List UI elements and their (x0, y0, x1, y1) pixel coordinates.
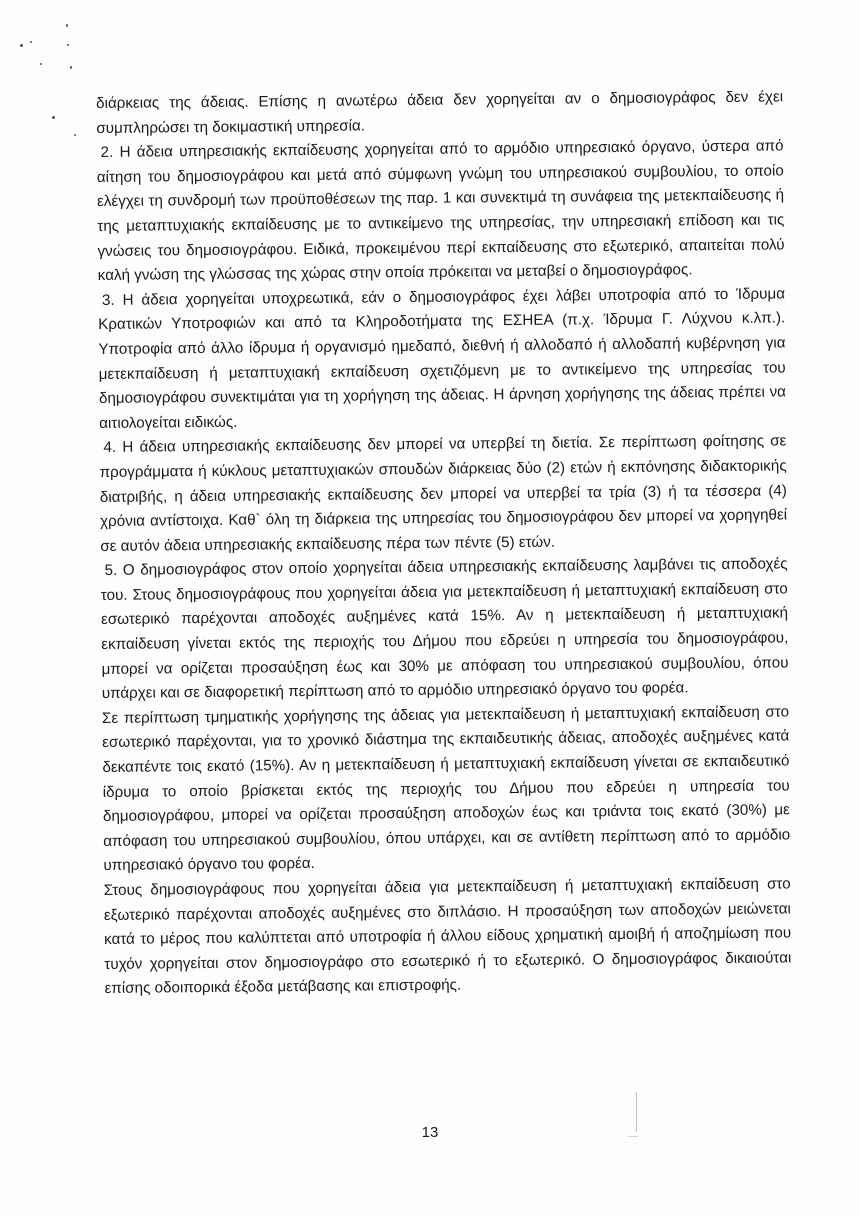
scan-speck (74, 134, 76, 136)
paragraph-continuation: διάρκειας της άδειας. Επίσης η ανωτέρω άδεια δεν χορηγείται αν ο δημοσιογράφος δεν έχει συμπληρώσει τη δοκιμαστική υπηρεσία. (96, 88, 784, 137)
page-number: 13 (421, 1124, 439, 1141)
paragraph-5: 5. Ο δημοσιογράφος στον οποίο χορηγείται άδεια υπηρεσιακής εκπαίδευσης λαμβάνει τις αποδοχές του. Στους δημοσιογράφους που χορηγείται άδεια για μετεκπαίδευση ή μεταπτυχιακή εκπαίδευση στο εσωτερικό παρέχονται αποδοχές αυξημένες κατά 15%. Αν η μετεκπαίδευση ή μεταπτυχιακή εκπαίδευση γίνεται εκτός της περιοχής του Δήμου που εδρεύει η υπηρεσία του δημοσιογράφου, μπορεί να ορίζεται προσαύξηση έως και 30% με απόφαση του υπηρεσιακού συμβουλίου, όπου υπάρχει και σε διαφορετική περίπτωση από το αρμόδιο υπηρεσιακό όργανο του φορέα. (100, 555, 789, 703)
scan-speck (66, 24, 68, 27)
paragraph-5-sub-2: Στους δημοσιογράφους που χορηγείται άδεια για μετεκπαίδευση ή μεταπτυχιακή εκπαίδευση στο εξωτερικό παρέχονται αποδοχές αυξημένες στο διπλάσιο. Η προσαύξηση των αποδοχών μειώνεται κατά το μέρος που καλύπτεται από υποτροφία ή άλλου είδους χρηματική αμοιβή ή αποζημίωση που τυχόν χορηγείται στον δημοσιογράφο στο εσωτερικό ή το εξωτερικό. Ο δημοσιογράφος δικαιούται επίσης οδοιπορικά έξοδα μετάβασης και επιστροφής. (103, 875, 792, 998)
scan-speck (70, 66, 72, 69)
paragraph-2: 2. Η άδεια υπηρεσιακής εκπαίδευσης χορηγείται από το αρμόδιο υπηρεσιακό όργανο, ύστερα από αίτηση του δημοσιογράφου και μετά από σύμφωνη γνώμη του υπηρεσιακού συμβουλίου, το οποίο ελέγχει τη συνδρομή των προϋποθέσεων της παρ. 1 και συνεκτιμά τη συνάφεια της μετεκπαίδευσης ή της μεταπτυχιακής εκπαίδευσης με το αντικείμενο της υπηρεσίας, την υπηρεσιακή επίδοση και τις γνώσεις του δημοσιογράφου. Ειδικά, προκειμένου περί εκπαίδευσης στο εξωτερικό, απαιτείται πολύ καλή γνώση της γλώσσας της χώρας στην οποία πρόκειται να μεταβεί ο δημοσιογράφος. (96, 137, 785, 285)
document-body (96, 85, 792, 1002)
scan-speck (67, 44, 69, 46)
scan-speck (30, 41, 32, 43)
paragraph-4: 4. Η άδεια υπηρεσιακής εκπαίδευσης δεν μπορεί να υπερβεί τη διετία. Σε περίπτωση φοίτησης σε προγράμματα ή κύκλους μεταπτυχιακών σπουδών διάρκειας δύο (2) ετών ή εκπόνησης διδακτορικής διατριβής, η άδεια υπηρεσιακής εκπαίδευσης δεν μπορεί να υπερβεί τα τρία (3) ή τα τέσσερα (4) χρόνια αντίστοιχα. Καθ` όλη τη διάρκεια της υπηρεσίας του δημοσιογράφου δεν μπορεί να χορηγηθεί σε αυτόν άδεια υπηρεσιακής εκπαίδευσης πέρα των πέντε (5) ετών. (99, 432, 788, 555)
paragraph-3: 3. Η άδεια χορηγείται υποχρεωτικά, εάν ο δημοσιογράφος έχει λάβει υποτροφία από το Ίδρυμα Κρατικών Υποτροφιών και από τα Κληροδοτήματα της ΕΣΗΕΑ (π.χ. Ίδρυμα Γ. Λύχνου κ.λπ.). Υποτροφία από άλλο ίδρυμα ή οργανισμό ημεδαπό, διεθνή ή αλλοδαπό ή αλλοδαπή κυβέρνηση για μετεκπαίδευση ή μεταπτυχιακή εκπαίδευση σχετιζόμενη με το αντικείμενο της υπηρεσίας του δημοσιογράφου συνεκτιμάται για τη χορήγηση της άδειας. Η άρνηση χορήγησης της άδειας πρέπει να αιτιολογείται ειδικώς. (98, 285, 786, 432)
scan-speck (40, 63, 42, 65)
paragraph-5-sub-1: Σε περίπτωση τμηματικής χορήγησης της άδειας για μετεκπαίδευση ή μεταπτυχιακή εκπαίδευση στο εσωτερικό παρέχονται, για το χρονικό διάστημα της εκπαιδευτικής άδειας, αποδοχές αυξημένες κατά δεκαπέντε τοις εκατό (15%). Αν η μετεκπαίδευση ή μεταπτυχιακή εκπαίδευση γίνεται σε εκπαιδευτικό ίδρυμα το οποίο βρίσκεται εκτός της περιοχής του Δήμου που εδρεύει η υπηρεσία του δημοσιογράφου, μπορεί να ορίζεται προσαύξηση αποδοχών έως και τριάντα τοις εκατό (30%) με απόφαση του υπηρεσιακού συμβουλίου, όπου υπάρχει, και σε αντίθετη περίπτωση από το αρμόδιο υπηρεσιακό όργανο του φορέα. (101, 703, 791, 875)
scan-speck (20, 44, 23, 47)
scan-speck (52, 116, 55, 119)
